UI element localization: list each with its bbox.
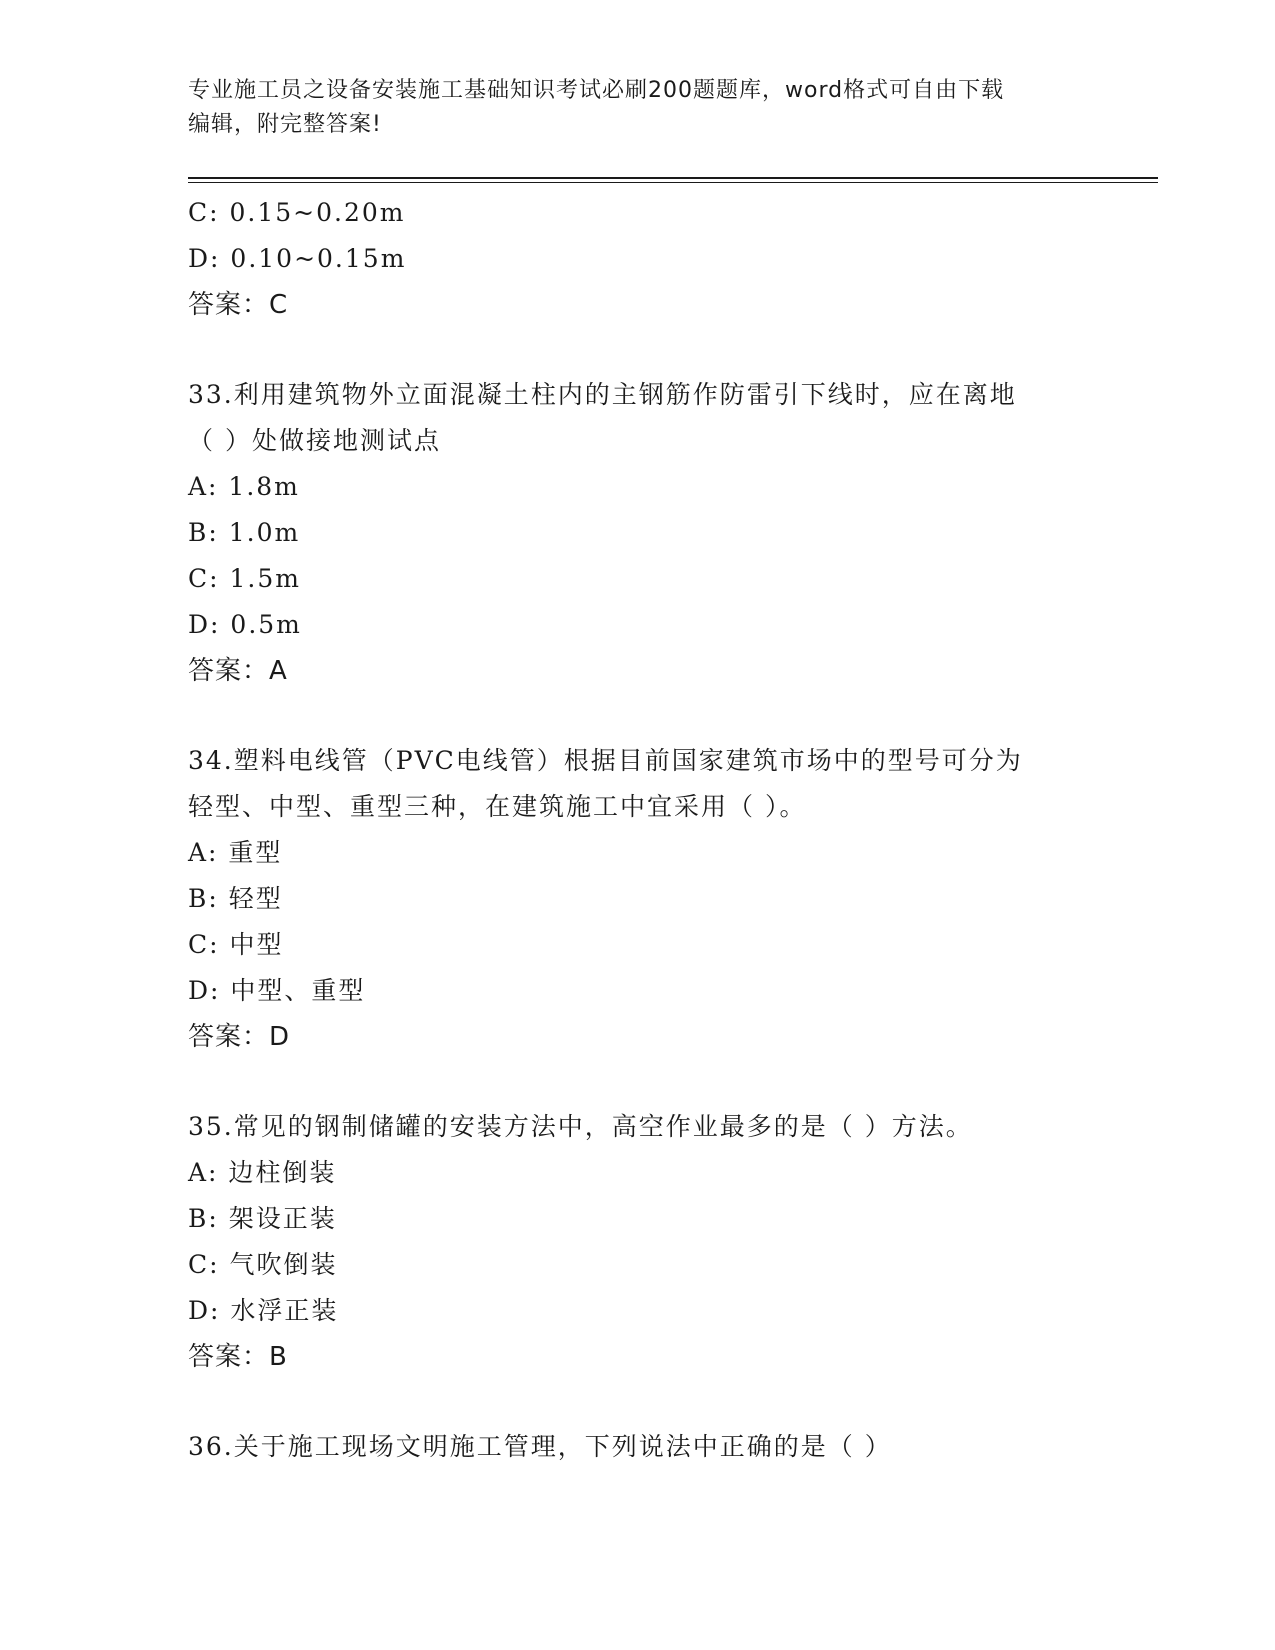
option-d: D: 中型、重型 (188, 976, 366, 1005)
page-header (188, 74, 1068, 142)
answer-label: 答案：C (188, 290, 289, 320)
option-d: D: 0.5m (188, 610, 302, 639)
option-d: D: 水浮正装 (188, 1296, 339, 1325)
question-content (188, 190, 1088, 1470)
question-text: 35.常见的钢制储罐的安装方法中，高空作业最多的是（ ）方法。 (188, 1112, 973, 1141)
question-block-34 (188, 738, 1088, 1060)
option-a: A: 重型 (188, 838, 283, 867)
answer-label: 答案：A (188, 656, 288, 686)
option-b: B: 1.0m (188, 518, 301, 547)
question-text: （ ）处做接地测试点 (188, 426, 441, 455)
question-text: 轻型、中型、重型三种，在建筑施工中宜采用（ ）。 (188, 792, 807, 821)
question-text: 33.利用建筑物外立面混凝土柱内的主钢筋作防雷引下线时，应在离地 (188, 380, 1017, 409)
option-c: C: 1.5m (188, 564, 301, 593)
option-a: A: 边柱倒装 (188, 1158, 337, 1187)
question-block-36 (188, 1424, 1088, 1470)
option-c: C: 气吹倒装 (188, 1250, 338, 1279)
question-block-35 (188, 1104, 1088, 1380)
header-rule-thick (188, 177, 1158, 179)
header-line-1: 专业施工员之设备安装施工基础知识考试必刷200题题库，word格式可自由下载 (188, 78, 1005, 103)
header-rule-thin (188, 182, 1158, 183)
option-b: B: 轻型 (188, 884, 283, 913)
question-text: 34.塑料电线管（PVC电线管）根据目前国家建筑市场中的型号可分为 (188, 746, 1023, 775)
answer-label: 答案：B (188, 1342, 288, 1372)
question-text: 36.关于施工现场文明施工管理，下列说法中正确的是（ ） (188, 1432, 892, 1461)
option-b: B: 架设正装 (188, 1204, 337, 1233)
header-line-2: 编辑，附完整答案! (188, 112, 382, 137)
option-c: C: 中型 (188, 930, 284, 959)
option-d: D: 0.10~0.15m (188, 244, 407, 273)
option-a: A: 1.8m (188, 472, 300, 501)
question-block-32 (188, 190, 1088, 328)
option-c: C: 0.15~0.20m (188, 198, 406, 227)
answer-label: 答案：D (188, 1022, 291, 1052)
question-block-33 (188, 372, 1088, 694)
